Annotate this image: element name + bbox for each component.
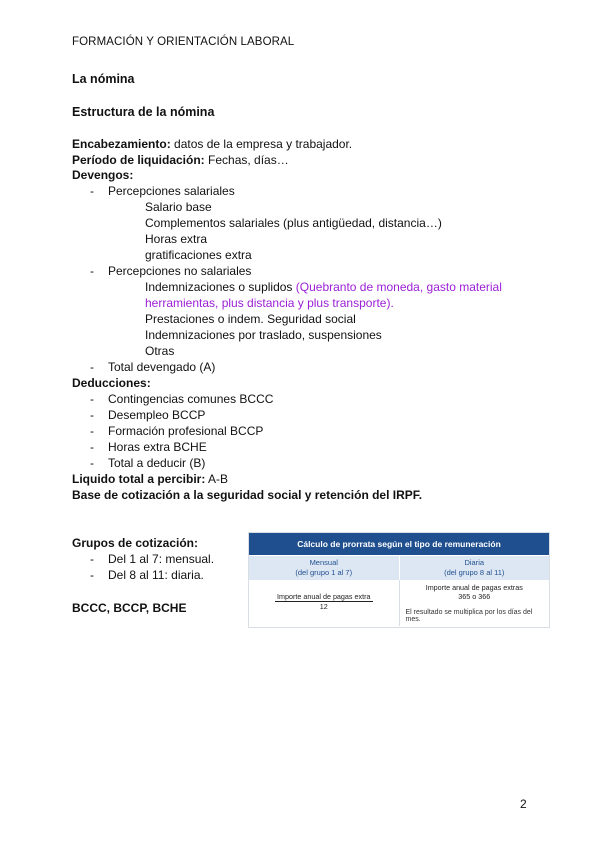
list-dash: - [90,424,94,438]
encabezamiento-label: Encabezamiento: [72,137,171,151]
list-item: Indemnizaciones o suplidos (Quebranto de moneda, gasto material [145,280,502,294]
list-item: Prestaciones o indem. Seguridad social [145,312,356,326]
diaria-formula: Importe anual de pagas extras 365 o 366 El resultado se multiplica por los días del mes. [400,580,550,626]
liquido-label: Liquido total a percibir: [72,472,206,486]
list-dash: - [90,392,94,406]
total-devengado: Total devengado (A) [108,360,216,374]
table-title: Cálculo de prorrata según el tipo de remuneración [249,533,549,555]
list-dash: - [90,568,94,582]
table-subheader [249,555,549,580]
diaria-note: El resultado se multiplica por los días del mes. [405,609,533,623]
list-item: Otras [145,344,175,358]
list-item: Formación profesional BCCP [108,424,264,438]
list-item: Del 1 al 7: mensual. [108,552,215,566]
purple-note-continued: herramientas, plus distancia y plus transporte). [145,296,394,310]
list-dash: - [90,552,94,566]
periodo-line [72,153,289,167]
base-cotizacion: Base de cotización a la seguridad social y retención del IRPF. [72,488,423,502]
list-dash: - [90,456,94,470]
encabezamiento-text: datos de la empresa y trabajador. [170,137,353,151]
list-dash: - [90,360,94,374]
encabezamiento-line [72,137,352,151]
list-item: Desempleo BCCP [108,408,206,422]
periodo-label: Período de liquidación: [72,153,205,167]
section-title: Estructura de la nómina [72,105,215,119]
list-item: Del 8 al 11: diaria. [108,568,204,582]
list-item: Horas extra [145,232,208,246]
purple-note: (Quebranto de moneda, gasto material [295,280,502,294]
bccc-line: BCCC, BCCP, BCHE [72,601,187,615]
table-body [249,580,549,626]
grupos-heading: Grupos de cotización: [72,536,199,550]
list-item: Indemnizaciones por traslado, suspensiones [145,328,382,342]
list-item: Complementos salariales (plus antigüedad, distancia…) [145,216,442,230]
document-title: La nómina [72,72,135,86]
mensual-formula: Importe anual de pagas extra 12 [249,580,400,626]
list-dash: - [90,408,94,422]
list-item: Contingencias comunes BCCC [108,392,274,406]
percepciones-no-salariales: Percepciones no salariales [108,264,252,278]
list-item: Horas extra BCHE [108,440,207,454]
prorrata-table [248,532,550,628]
list-dash: - [90,440,94,454]
col-mensual: Mensual (del grupo 1 al 7) [249,556,400,580]
periodo-text: Fechas, días… [204,153,289,167]
devengos-heading: Devengos: [72,168,134,182]
liquido-text: A-B [205,472,229,486]
percepciones-salariales: Percepciones salariales [108,184,235,198]
col-diaria: Diaria (del grupo 8 al 11) [444,558,505,577]
list-item: gratificaciones extra [145,248,252,262]
list-item: Salario base [145,200,212,214]
page-header: FORMACIÓN Y ORIENTACIÓN LABORAL [72,36,295,48]
deducciones-heading: Deducciones: [72,376,151,390]
list-dash: - [90,184,94,198]
liquido-line [72,472,228,486]
page-number: 2 [520,797,527,811]
list-item: Total a deducir (B) [108,456,206,470]
list-dash: - [90,264,94,278]
